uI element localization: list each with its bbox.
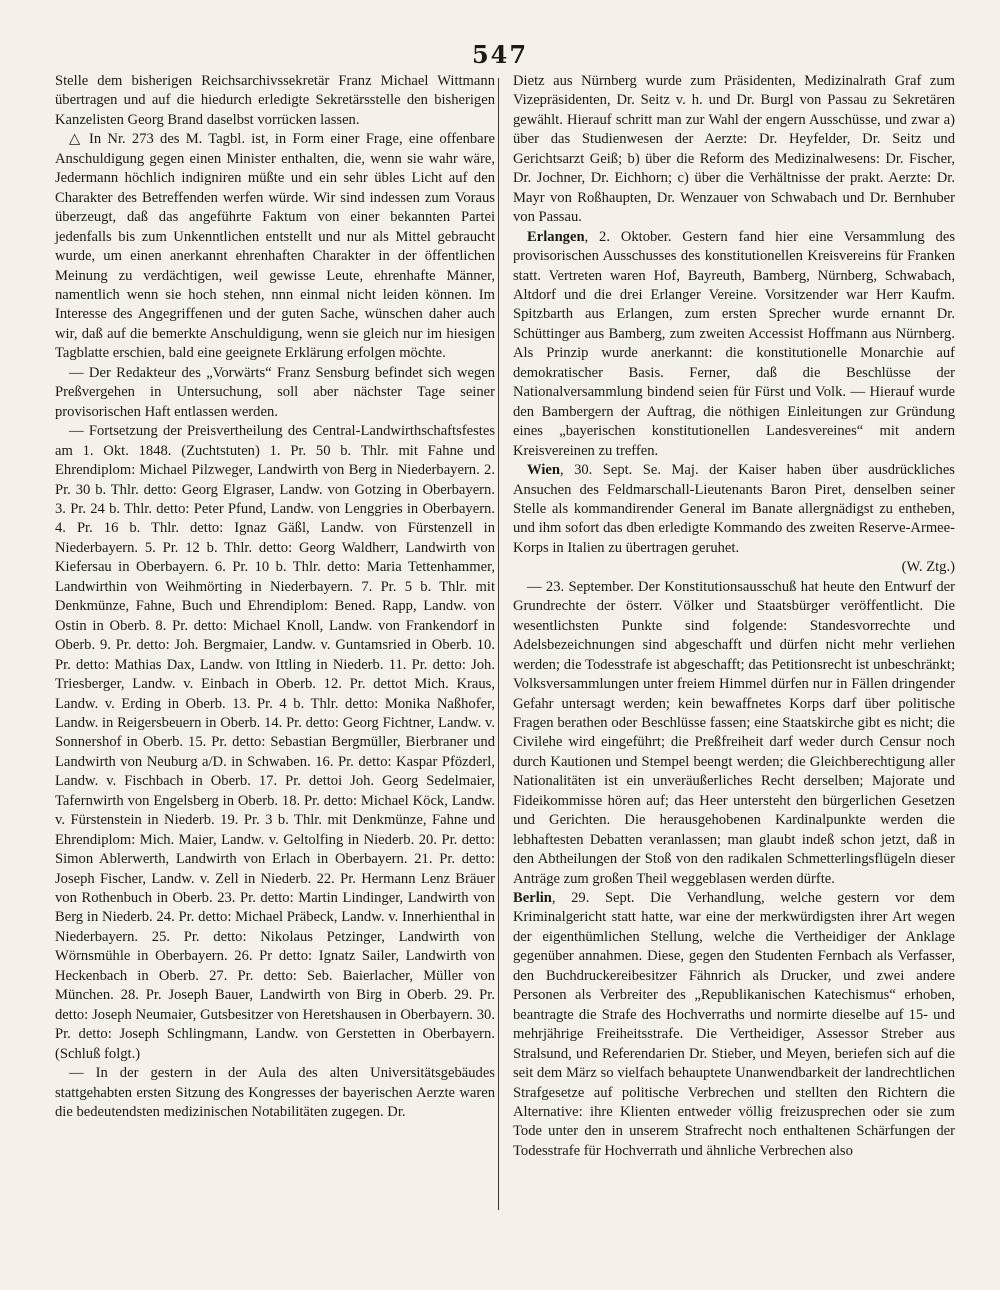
article-paragraph (513, 889, 955, 1161)
article-text: , 29. Sept. Die Verhandlung, welche gestern vor dem Kriminalgericht statt hatte, war eine der merkwürdigsten ihrer Art wegen der eigenthümlichen Stellung, welche die Vertheidiger der Anklage gegenüber annahmen. Diese, gegen den Studenten Fernbach als Verfasser, den Buchdruckereibesitzer Fähnrich als Drucker, und zwei andere Personen als Verbreiter des „Republikanischen Katechismus“ erhoben, beantragte die Strafe des Hochverraths und normirte dieselbe auf 15- und mehrjährige Freiheitsstrafe. Die Vertheidiger, Assessor Streber aus Stralsund, und Referendarien Dr. Stieber, und Meyen, beriefen sich auf die seit dem März so vielfach behauptete Unanwendbarkeit der landrechtlichen Strafgesetze auf politische Verbrechen und stellten den Richtern die Alternative: ihre Klienten entweder völlig freizusprechen oder sie zum Tode unter den in unserem Strafrecht noch enthaltenen Schärfungen der Todesstrafe für Hochverrath und ähnliche Verbrechen also (513, 890, 955, 1159)
article-text: , 30. Sept. Se. Maj. der Kaiser haben über ausdrückliches Ansuchen des Feldmarschall-Lieutenants Baron Piret, denselben seiner Stelle als kommandirender General im Banate allergnädigst zu entheben, und ihm sofort das dben erledigte Kommando des zweiten Reserve-Armee-Korps in Italien zu übertragen geruhet. (513, 462, 955, 556)
article-text: , 2. Oktober. Gestern fand hier eine Versammlung des provisorischen Ausschusses des konstitutionellen Kreisvereins für Franken statt. Vertreten waren Hof, Bayreuth, Bamberg, Nürnberg, Schwabach, Altdorf und die drei Erlanger Vereine. Vorsitzender war Herr Kaufm. Spitzbarth aus Erlangen, zum ersten Sprecher wurde ernannt Dr. Schüttinger aus Bamberg, zum zweiten Accessist Hoffmann aus Nürnberg. Als Prinzip wurde anerkannt: die konstitutionelle Monarchie auf demokratischer Basis. Ferner, daß die Beschlüsse der Nationalversammlung bindend seien für Fürst und Volk. — Hierauf wurde den Bambergern der Auftrag, die nöthigen Einleitungen zur Gründung eines „bayerischen konstitutionellen Landesvereines“ mit andern Kreisvereinen zu treffen. (513, 228, 955, 459)
article-paragraph: Stelle dem bisherigen Reichsarchivssekretär Franz Michael Wittmann übertragen und auf die hiedurch erledigte Sekretärsstelle den bisherigen Kanzelisten Georg Brand daselbst vorrücken lassen. (55, 73, 495, 128)
dateline-place: Erlangen (527, 228, 585, 245)
page-number: 547 (471, 40, 529, 69)
article-paragraph (513, 228, 955, 461)
article-paragraph (513, 461, 955, 558)
article-paragraph: — In der gestern in der Aula des alten Universitätsgebäudes stattgehabten ersten Sitzung des Kongresses der bayerischen Aerzte waren die bedeutendsten medizinischen Notabilitäten zugegen. Dr. (55, 1065, 495, 1121)
right-column (513, 72, 955, 1161)
article-paragraph: — Fortsetzung der Preisvertheilung des Central-Landwirthschaftsfestes am 1. Okt. 1848. (Zuchtstuten) 1. Pr. 50 b. Thlr. mit Fahne und Ehrendiplom: Michael Pilzweger, Landwirth von Berg in Niederbayern. 2. Pr. 30 b. Thlr. detto: Georg Elgraser, Landw. von Gotzing in Oberbayern. 3. Pr. 24 b. Thlr. detto: Peter Pfund, Landw. von Lenggries in Oberbayern. 4. Pr. 16 b. Thlr. detto: Ignaz Gäßl, Landw. von Fürstenzell in Niederbayern. 5. Pr. 12 b. Thlr. detto: Georg Waldherr, Landwirth von Kiefersau in Oberbayern. 6. Pr. 10 b. Thlr. detto: Maria Tettenhammer, Landwirthin von Weihmörting in Niederbayern. 7. Pr. 5 b. Thlr. mit Denkmünze, Fahne, Buch und Ehrendiplom: Bened. Rapp, Landw. von Ostin in Oberb. 8. Pr. detto: Michael Knoll, Landw. von Frankendorf in Oberb. 9. Pr. detto: Joh. Bergmaier, Landw. v. Guntamsried in Oberb. 10. Pr. detto: Mathias Dax, Landw. von Ittling in Niederb. 11. Pr. detto: Joh. Triesberger, Landw. v. Einbach in Oberb. 12. Pr. dettot Mich. Kraus, Landw. v. Erding in Oberb. 13. Pr. 4 b. Thlr. detto: Monika Naßhofer, Landw. in Reigersbeuern in Oberb. 14. Pr. detto: Georg Fichtner, Landw. v. Sonnershof in Oberb. 15. Pr. detto: Sebastian Bergmüller, Bierbraner und Landwirth von Neuburg a/D. in Schwaben. 16. Pr. detto: Kaspar Pfözderl, Landw. v. Fischbach in Oberb. 17. Pr. dettoi Joh. Georg Sedelmaier, Tafernwirth von Engelsberg in Oberb. 18. Pr. detto: Michael Köck, Landw. v. Fürstenstein in Niederb. 19. Pr. 3 b. Thlr. mit Denkmünze, Fahne und Ehrendiplom: Mich. Maier, Landw. v. Geltolfing in Niederb. 20. Pr. detto: Simon Ablerwerth, Landwirth von Erlach in Oberbayern. 21. Pr. detto: Joseph Fischer, Landw. v. Zell in Niederb. 22. Pr. Hermann Lenz Bräuer von Rothenbuch in Oberb. 23. Pr. detto: Martin Lindinger, Landwirth von Berg in Niederb. 24. Pr. detto: Michael Präbeck, Landw. v. Innerhienthal in Niederbayern. 25. Pr. detto: Nikolaus Petzinger, Landwirth von Wörnsmühle in Oberbayern. 26. Pr detto: Ignatz Sailer, Landwirth von Heckenbach in Oberb. 27. Pr. detto: Seb. Baierlacher, Müller von München. 28. Pr. Joseph Bauer, Landwirth von Birg in Oberb. 29. Pr. detto: Joseph Neumaier, Gutsbesitzer von Heretshausen in Oberbayern. 30. Pr. detto: Joseph Schlingmann, Landw. von Gerstetten in Oberbayern. (Schluß folgt.) (55, 423, 495, 1062)
dateline-place: Wien (527, 462, 560, 479)
article-paragraph: Dietz aus Nürnberg wurde zum Präsidenten, Medizinalrath Graf zum Vizepräsidenten, Dr. Seitz v. h. und Dr. Burgl von Passau zu Sekretären gewählt. Hierauf schritt man zur Wahl der engern Ausschüsse, und zwar a) über das Studienwesen der Aerzte: Dr. Heyfelder, Dr. Seitz und Gerichtsarzt Geiß; b) über die Reform des Medizinalwesens: Dr. Fischer, Dr. Jochner, Dr. Eichhorn; c) über die Verhältnisse der prakt. Aerzte: Dr. Mayr von Roßhaupten, Dr. Wenzauer von Schwabach und Dr. Bernhuber von Passau. (513, 73, 955, 226)
article-paragraph: △ In Nr. 273 des M. Tagbl. ist, in Form einer Frage, eine offenbare Anschuldigung gegen einen Minister enthalten, die, wenn sie wahr wäre, Jedermann höchlich indigniren müßte und ein sehr übles Licht auf den Charakter des Betreffenden werfen würde. Wir sind indessen zum Voraus überzeugt, daß das angeführte Faktum von einer bekannten Partei jedenfalls bis zum Unkenntlichen entstellt und nur als Mittel gebraucht wurde, um einen anerkannt ehrenhaften Charakter in der öffentlichen Meinung zu verdächtigen, weil gewisse Leute, ehrenhafte Männer, namentlich wenn sie hoch stehen, nnn einmal nicht leiden können. Im Interesse des Angegriffenen und der guten Sache, wünschen daher auch wir, daß auf die bemerkte Anschuldigung, wenn sie gleich nur im hiesigen Tagblatte erschien, bald eine geeignete Erklärung erfolgen möchte. (55, 131, 495, 362)
source-note: (W. Ztg.) (901, 559, 955, 576)
column-divider (498, 78, 499, 1210)
dateline-place: Berlin (513, 890, 552, 907)
left-column (55, 72, 495, 1122)
article-paragraph: — 23. September. Der Konstitutionsausschuß hat heute den Entwurf der Grundrechte der österr. Völker und Staatsbürger veröffentlicht. Die wesentlichsten Punkte sind folgende: Standesvorrechte und Adelsbezeichnungen sind abgeschafft und dürfen nicht mehr verliehen werden; die Todesstrafe ist abgeschafft; das Petitionsrecht ist unbeschränkt; Volksversammlungen unter freiem Himmel dürfen nur in Fällen dringender Gefahr untersagt werden; kein bewaffnetes Korps darf über politische Fragen berathen oder Beschlüsse fassen; eine Staatskirche gibt es nicht; die Civilehe wird eingeführt; die Preßfreiheit darf weder durch Censur noch durch Kautionen und Stempel beengt werden; die Gleichberechtigung aller Nationalitäten ist ein unveräußerliches Recht derselben; Majorate und Fideikommisse hören auf; das Heer untersteht den bürgerlichen Gesetzen und Gerichten. Die herausgehobenen Kardinalpunkte werden die lebhaftesten Debatten veranlassen; man glaubt indeß schon jetzt, daß in den Abtheilungen der Stoß von den radikalen Schmetterlingsflügeln dieser Anträge zum großen Theil weggeblasen werden dürfte. (513, 578, 955, 887)
article-paragraph: — Der Redakteur des „Vorwärts“ Franz Sensburg befindet sich wegen Preßvergehen in Untersuchung, soll aber nächster Tage seiner provisorischen Haft entlassen werden. (55, 364, 495, 420)
